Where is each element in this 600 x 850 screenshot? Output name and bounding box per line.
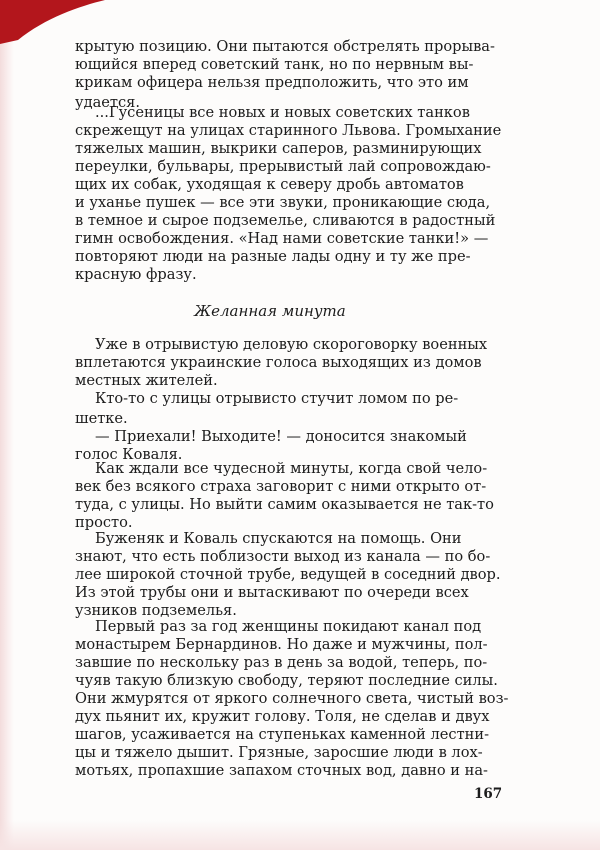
text-line: — Приехали! Выходите! — доносится знакомый [95,428,467,445]
text-line: просто. [75,514,133,531]
text-line: вплетаются украинские голоса выходящих из домов [75,354,482,371]
page-edge-bottom [0,820,600,850]
text-line: цы и тяжело дышит. Грязные, заросшие люди в лох- [75,744,483,761]
page-edge-left [0,0,14,850]
text-line: ющийся вперед советский танк, но по нервным вы- [75,56,474,73]
text-line: щих их собак, уходящая к северу дробь автоматов [75,176,464,193]
text-line: лее широкой сточной трубе, ведущей в соседний двор. [75,566,501,583]
text-line: скрежещут на улицах старинного Львова. Громыхание [75,122,502,139]
text-line: шетке. [75,410,128,427]
text-line: Уже в отрывистую деловую скороговорку военных [95,336,488,353]
text-line: переулки, бульвары, прерывистый лай сопровождаю- [75,158,491,175]
text-line: дух пьянит их, кружит голову. Толя, не сделав и двух [75,708,490,725]
text-line: местных жителей. [75,372,218,389]
text-line: красную фразу. [75,266,197,283]
page-number: 167 [474,786,503,802]
text-line: ...Гусеницы все новых и новых советских танков [95,104,470,121]
text-line: чуяв такую близкую свободу, теряют последние силы. [75,672,498,689]
text-line: Первый раз за год женщины покидают канал под [95,618,482,635]
text-line: мотьях, пропахшие запахом сточных вод, давно и на- [75,762,488,779]
text-line: в темное и сырое подземелье, сливаются в радостный [75,212,496,229]
text-line: крытую позицию. Они пытаются обстрелять прорыва- [75,38,495,55]
text-line: знают, что есть поблизости выход из канала — по бо- [75,548,491,565]
text-line: Они жмурятся от яркого солнечного света, чистый воз- [75,690,509,707]
text-line: узников подземелья. [75,602,237,619]
text-line: гимн освобождения. «Над нами советские танки!» — [75,230,489,247]
text-line: голос Коваля. [75,446,183,463]
text-line: крикам офицера нельзя предположить, что это им [75,74,469,91]
text-line: Как ждали все чудесной минуты, когда свой чело- [95,460,488,477]
text-line: век без всякого страха заговорит с ними открыто от- [75,478,487,495]
text-line: удается. [75,94,141,111]
text-line: Из этой трубы они и вытаскивают по очереди всех [75,584,469,601]
text-line: завшие по нескольку раз в день за водой, теперь, по- [75,654,488,671]
text-line: туда, с улицы. Но выйти самим оказывается не так-то [75,496,494,513]
section-heading: Желанная минута [194,302,346,320]
text-line: и уханье пушек — все эти звуки, проникающие сюда, [75,194,491,211]
text-line: тяжелых машин, выкрики саперов, разминирующих [75,140,482,157]
text-line: Буженяк и Коваль спускаются на помощь. Они [95,530,462,547]
text-line: монастырем Бернардинов. Но даже и мужчины, пол- [75,636,488,653]
text-line: повторяют люди на разные лады одну и ту же пре- [75,248,471,265]
text-line: Кто-то с улицы отрывисто стучит ломом по ре- [95,390,459,407]
text-line: шагов, усаживается на ступеньках каменной лестни- [75,726,490,743]
